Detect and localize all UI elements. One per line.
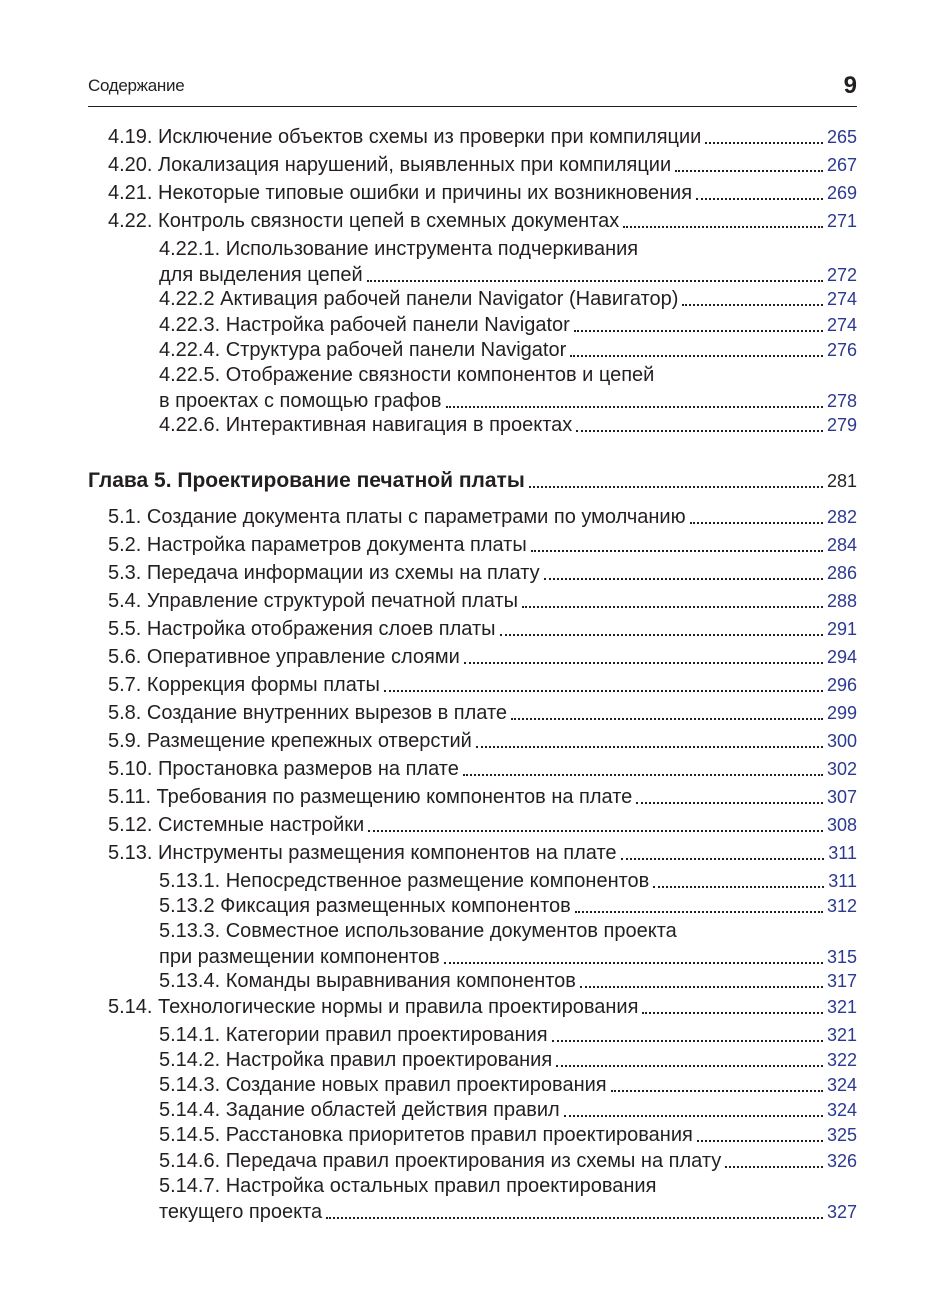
dot-leader xyxy=(636,796,823,804)
toc-entry-title: 4.22.2 Активация рабочей панели Navigator (Навигатор) xyxy=(159,288,679,311)
toc-entry[interactable] xyxy=(88,124,857,150)
toc-entry-page[interactable]: 288 xyxy=(826,590,857,611)
toc-entry-page[interactable]: 324 xyxy=(826,1075,857,1095)
dot-leader xyxy=(384,684,823,692)
toc-entry-title: 5.14.6. Передача правил проектирования из схемы на плату xyxy=(159,1149,722,1172)
toc-entry-title: 5.14.2. Настройка правил проектирования xyxy=(159,1048,553,1071)
toc-entry-title-line1: 4.22.5. Отображение связности компонентов и цепей xyxy=(159,364,655,386)
dot-leader xyxy=(697,1134,823,1142)
toc-entry-title: 5.14.4. Задание областей действия правил xyxy=(159,1099,560,1122)
toc-entry-title: 5.13. Инструменты размещения компонентов на плате xyxy=(108,841,617,864)
toc-entry-title: 5.9. Размещение крепежных отверстий xyxy=(108,729,472,752)
header-title: Содержание xyxy=(88,76,185,95)
dot-leader xyxy=(529,480,823,488)
toc-entry[interactable] xyxy=(88,532,857,558)
toc-entry-page[interactable]: 299 xyxy=(826,702,857,723)
toc-entry[interactable] xyxy=(88,700,857,726)
toc-entry-title: 5.14.5. Расстановка приоритетов правил проектирования xyxy=(159,1124,693,1147)
toc-entry-page[interactable]: 324 xyxy=(826,1100,857,1121)
toc-entry-page[interactable]: 274 xyxy=(826,289,857,310)
dot-leader xyxy=(621,852,825,860)
toc-entry-title: 5.12. Системные настройки xyxy=(108,813,365,836)
dot-leader xyxy=(544,572,823,580)
toc-entry[interactable] xyxy=(88,236,857,286)
dot-leader xyxy=(575,905,823,913)
toc-entry-page[interactable]: 286 xyxy=(826,562,857,583)
page-number: 9 xyxy=(843,72,857,99)
toc-entry-page[interactable]: 307 xyxy=(826,786,857,807)
dot-leader xyxy=(564,1109,823,1117)
dot-leader xyxy=(576,424,823,432)
dot-leader xyxy=(705,136,823,144)
toc-entry[interactable] xyxy=(88,968,857,994)
dot-leader xyxy=(574,324,823,332)
dot-leader xyxy=(368,824,823,832)
toc-entry-title: 5.4. Управление структурой печатной платы xyxy=(108,589,518,612)
toc-entry[interactable] xyxy=(88,1148,857,1174)
toc-entry-page[interactable]: 271 xyxy=(826,211,857,231)
toc-entry-page[interactable]: 294 xyxy=(826,646,857,667)
toc-entry[interactable] xyxy=(88,286,857,312)
toc-entry-title: 5.14. Технологические нормы и правила проектирования xyxy=(108,995,639,1018)
dot-leader xyxy=(556,1059,823,1067)
toc-entry-page[interactable]: 302 xyxy=(826,758,857,779)
dot-leader xyxy=(696,192,823,200)
toc-entry-page[interactable]: 272 xyxy=(826,265,857,285)
toc-entry[interactable] xyxy=(88,1173,857,1223)
toc-entry-page[interactable]: 322 xyxy=(826,1049,857,1070)
toc-entry-page[interactable]: 274 xyxy=(826,314,857,335)
dot-leader xyxy=(552,1034,823,1042)
toc-entry[interactable] xyxy=(88,728,857,754)
toc-entry[interactable] xyxy=(88,504,857,530)
toc-entry[interactable] xyxy=(88,180,857,206)
chapter-entry[interactable] xyxy=(88,468,857,494)
toc-entry-title: 4.22.4. Структура рабочей панели Navigator xyxy=(159,338,567,361)
toc-entry[interactable] xyxy=(88,784,857,810)
toc-entry[interactable] xyxy=(88,893,857,919)
toc-entry-page[interactable]: 265 xyxy=(826,127,857,147)
dot-leader xyxy=(531,544,823,552)
running-header xyxy=(88,70,857,107)
toc-entry-title: 5.13.4. Команды выравнивания компонентов xyxy=(159,970,576,993)
toc-entry-page[interactable]: 321 xyxy=(826,1024,857,1045)
toc-entry-page[interactable]: 311 xyxy=(828,842,857,863)
dot-leader xyxy=(642,1006,823,1014)
toc-entry-page[interactable]: 311 xyxy=(828,870,857,891)
toc-entry-page[interactable]: 315 xyxy=(826,947,857,967)
toc-entry[interactable] xyxy=(88,840,857,866)
toc-entry-title: 4.22. Контроль связности цепей в схемных документах xyxy=(108,210,620,232)
toc-entry-title: 5.8. Создание внутренних вырезов в плате xyxy=(108,701,508,724)
toc-entry-title: 5.7. Коррекция формы платы xyxy=(108,673,380,696)
toc-entry[interactable] xyxy=(88,644,857,670)
dot-leader xyxy=(611,1084,823,1092)
toc-entry-title: 5.13.2 Фиксация размещенных компонентов xyxy=(159,894,571,917)
toc-entry-page[interactable]: 291 xyxy=(826,618,857,639)
toc-entry-title: 5.1. Создание документа платы с параметрами по умолчанию xyxy=(108,505,686,528)
toc-entry-title: 4.22.6. Интерактивная навигация в проектах xyxy=(159,414,573,437)
toc-entry-page[interactable]: 276 xyxy=(826,339,857,360)
toc-entry[interactable] xyxy=(88,616,857,642)
toc-entry-title-line1: 5.13.3. Совместное использование документов проекта xyxy=(159,920,677,942)
dot-leader xyxy=(690,516,823,524)
toc-entry-title: 5.11. Требования по размещению компонентов на плате xyxy=(108,785,633,808)
toc-entry-title: Глава 5. Проектирование печатной платы xyxy=(88,468,525,492)
dot-leader xyxy=(653,880,824,888)
toc-entry-page[interactable]: 267 xyxy=(826,155,857,175)
toc-entry-page[interactable]: 300 xyxy=(826,730,857,751)
dot-leader xyxy=(476,740,823,748)
toc-entry-page[interactable]: 269 xyxy=(826,183,857,203)
toc-entry-page[interactable]: 327 xyxy=(826,1201,857,1222)
dot-leader xyxy=(511,712,823,720)
toc-entry-page[interactable]: 321 xyxy=(826,996,857,1017)
toc-entry[interactable] xyxy=(88,672,857,698)
toc-entry[interactable] xyxy=(88,812,857,838)
toc-entry-page[interactable]: 308 xyxy=(826,814,857,835)
toc-entry-title: 4.19. Исключение объектов схемы из проверки при компиляции xyxy=(108,126,702,148)
toc-entry-page[interactable]: 317 xyxy=(826,971,857,992)
toc-entry-page[interactable]: 326 xyxy=(826,1150,857,1171)
toc-entry-title: 5.5. Настройка отображения слоев платы xyxy=(108,617,496,640)
toc-entry-title: 4.20. Локализация нарушений, выявленных при компиляции xyxy=(108,154,672,176)
toc-entry-title-line1: 5.14.7. Настройка остальных правил проектирования xyxy=(159,1174,657,1197)
toc-entry-page[interactable]: 279 xyxy=(826,415,857,436)
toc-entry-title: в проектах с помощью графов xyxy=(159,390,442,412)
dot-leader xyxy=(326,1211,823,1219)
toc-entry-title: 5.6. Оперативное управление слоями xyxy=(108,645,460,668)
dot-leader xyxy=(444,956,823,964)
toc-entry-title: 5.14.3. Создание новых правил проектирования xyxy=(159,1074,607,1096)
toc-entry-title: 5.3. Передача информации из схемы на плату xyxy=(108,561,540,584)
toc-entry-page[interactable]: 325 xyxy=(826,1125,857,1146)
toc-entry[interactable] xyxy=(88,918,857,968)
toc-entry-page[interactable]: 284 xyxy=(826,534,857,555)
toc-entry-title-line1: 4.22.1. Использование инструмента подчеркивания xyxy=(159,238,639,260)
toc-entry[interactable] xyxy=(88,362,857,412)
toc-entry[interactable] xyxy=(88,756,857,782)
toc-entry-title: 5.13.1. Непосредственное размещение компонентов xyxy=(159,869,650,892)
dot-leader xyxy=(464,656,823,664)
toc-entry-page[interactable]: 278 xyxy=(826,391,857,411)
dot-leader xyxy=(682,298,823,306)
toc-entry[interactable] xyxy=(88,208,857,234)
toc-entry-title: 5.14.1. Категории правил проектирования xyxy=(159,1023,548,1046)
toc-entry[interactable] xyxy=(88,588,857,614)
toc-entry-page[interactable]: 296 xyxy=(826,674,857,695)
toc-entry-title: при размещении компонентов xyxy=(159,946,440,968)
dot-leader xyxy=(446,400,823,408)
dot-leader xyxy=(367,274,823,282)
toc-entry[interactable] xyxy=(88,412,857,438)
toc-entry-title: 5.2. Настройка параметров документа платы xyxy=(108,533,527,556)
toc-entry-title: для выделения цепей xyxy=(159,264,363,286)
toc-entry[interactable] xyxy=(88,337,857,363)
dot-leader xyxy=(522,600,823,608)
toc-entry-title: 4.21. Некоторые типовые ошибки и причины их возникновения xyxy=(108,182,693,204)
toc-entry-page[interactable]: 281 xyxy=(826,470,857,491)
dot-leader xyxy=(623,220,823,228)
dot-leader xyxy=(675,164,823,172)
toc-entry-page[interactable]: 282 xyxy=(826,506,857,527)
toc-entry[interactable] xyxy=(88,312,857,338)
toc-entry[interactable] xyxy=(88,868,857,894)
dot-leader xyxy=(580,980,823,988)
toc-entry[interactable] xyxy=(88,1122,857,1148)
toc-entry-title: 5.10. Простановка размеров на плате xyxy=(108,757,459,780)
toc-entry[interactable] xyxy=(88,1047,857,1073)
toc-entry-title: 4.22.3. Настройка рабочей панели Navigator xyxy=(159,313,570,336)
toc-entry[interactable] xyxy=(88,1072,857,1098)
toc-entry[interactable] xyxy=(88,560,857,586)
dot-leader xyxy=(725,1160,823,1168)
toc-entry-title: текущего проекта xyxy=(159,1200,323,1223)
toc-entry-page[interactable]: 312 xyxy=(826,895,857,916)
toc-entry[interactable] xyxy=(88,1097,857,1123)
toc-entry[interactable] xyxy=(88,1022,857,1048)
dot-leader xyxy=(463,768,823,776)
dot-leader xyxy=(570,349,823,357)
toc-entry[interactable] xyxy=(88,994,857,1020)
toc-entry[interactable] xyxy=(88,152,857,178)
dot-leader xyxy=(500,628,823,636)
